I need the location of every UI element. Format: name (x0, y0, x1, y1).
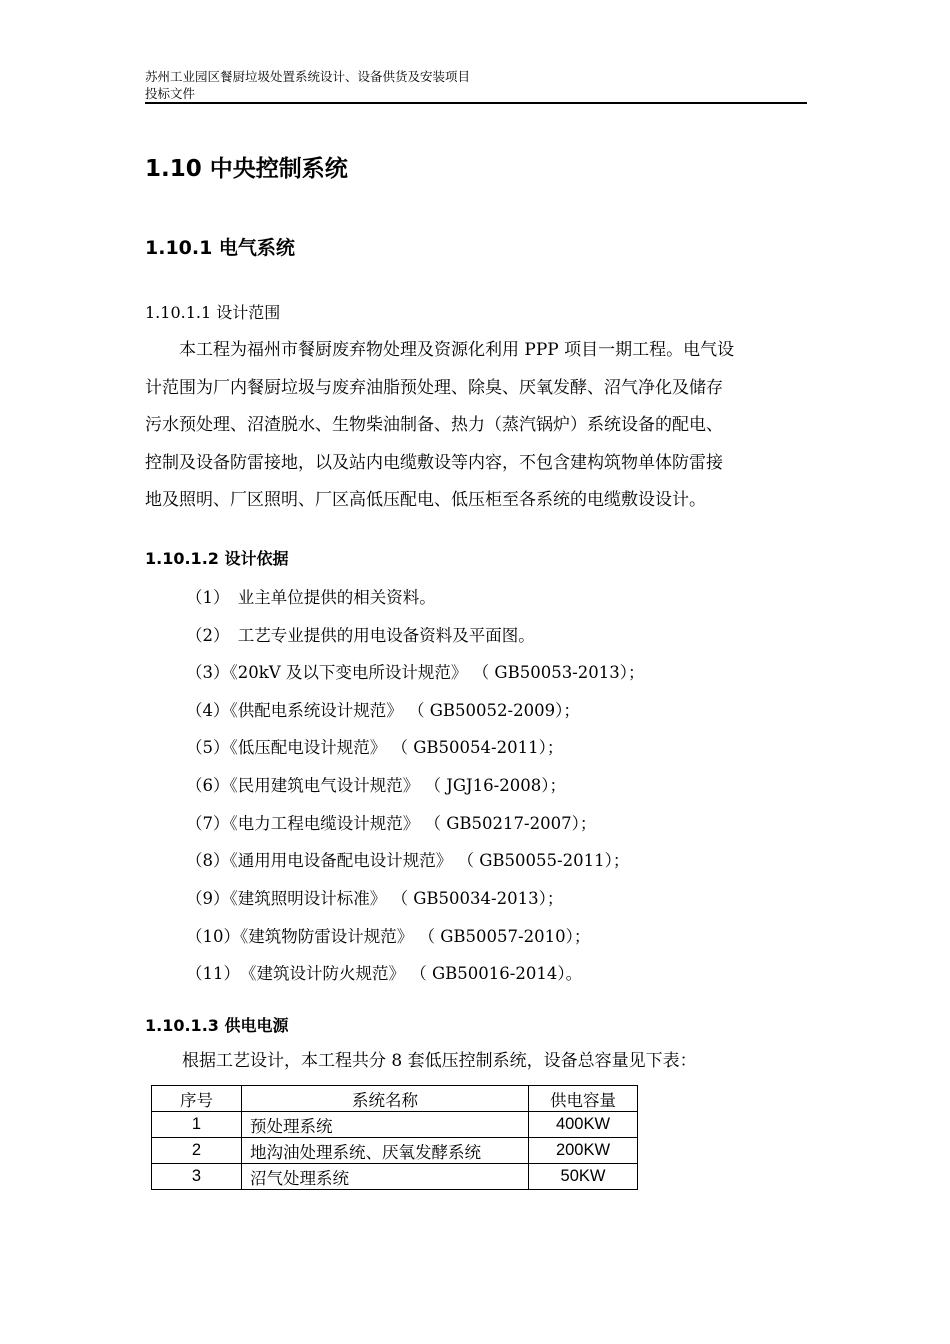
cell-capacity: 400KW (529, 1112, 638, 1138)
document-header (145, 68, 807, 102)
paragraph-line: 计范围为厂内餐厨垃圾与废弃油脂预处理、除臭、厌氧发酵、沼气净化及储存 (145, 377, 723, 398)
power-supply-heading: 1.10.1.3 供电电源 (145, 1016, 289, 1035)
basis-list-item: （8）《通用用电设备配电设计规范》 （ GB50055-2011）； (186, 851, 630, 870)
basis-list-item: （5）《低压配电设计规范》 （ GB50054-2011）； (186, 738, 564, 757)
table-header-row (152, 1086, 638, 1112)
col-header-system-name: 系统名称 (242, 1086, 529, 1112)
paragraph-line: 本工程为福州市餐厨废弃物处理及资源化利用 PPP 项目一期工程。电气设 (145, 340, 735, 360)
section-title: 1.10 中央控制系统 (145, 156, 348, 182)
col-header-capacity: 供电容量 (529, 1086, 638, 1112)
cell-system-name: 地沟油处理系统、厌氧发酵系统 (242, 1138, 529, 1164)
paragraph-line: 污水预处理、沼渣脱水、生物柴油制备、热力（蒸汽锅炉）系统设备的配电、 (145, 415, 723, 435)
basis-list-item: （4）《供配电系统设计规范》 （ GB50052-2009）； (186, 701, 580, 720)
cell-index: 3 (152, 1164, 242, 1190)
basis-list-item: （9）《建筑照明设计标准》 （ GB50034-2013）； (186, 889, 564, 908)
header-doc-type: 投标文件 (145, 86, 196, 101)
col-header-index: 序号 (152, 1086, 242, 1112)
cell-capacity: 50KW (529, 1164, 638, 1190)
basis-list-item: （7）《电力工程电缆设计规范》 （ GB50217-2007）； (186, 814, 597, 833)
capacity-table (151, 1085, 638, 1190)
header-project-title: 苏州工业园区餐厨垃圾处置系统设计、设备供货及安装项目 (145, 69, 471, 84)
basis-list-item: （2） 工艺专业提供的用电设备资料及平面图。 (186, 626, 535, 645)
design-scope-paragraph (145, 332, 807, 520)
cell-system-name: 预处理系统 (242, 1112, 529, 1138)
design-basis-heading: 1.10.1.2 设计依据 (145, 549, 289, 568)
cell-system-name: 沼气处理系统 (242, 1164, 529, 1190)
basis-list-item: （11） 《建筑设计防火规范》 （ GB50016-2014）。 (186, 964, 583, 983)
paragraph-line: 地及照明、厂区照明、厂区高低压配电、低压柜至各系统的电缆敷设设计。 (145, 490, 706, 510)
cell-index: 1 (152, 1112, 242, 1138)
paragraph-line: 控制及设备防雷接地，以及站内电缆敷设等内容，不包含建构筑物单体防雷接 (145, 452, 723, 473)
header-divider (145, 102, 807, 104)
cell-index: 2 (152, 1138, 242, 1164)
basis-list-item: （3）《20kV 及以下变电所设计规范》 （ GB50053-2013）； (186, 663, 645, 682)
basis-list-item: （1） 业主单位提供的相关资料。 (186, 588, 436, 607)
basis-list-item: （6）《民用建筑电气设计规范》 （ JGJ16-2008）； (186, 776, 566, 795)
subsection-title: 1.10.1 电气系统 (145, 237, 295, 259)
table-row (152, 1164, 638, 1190)
basis-list-item: （10）《建筑物防雷设计规范》 （ GB50057-2010）； (186, 927, 591, 946)
design-scope-heading: 1.10.1.1 设计范围 (145, 303, 281, 322)
power-supply-intro (182, 1043, 807, 1081)
cell-capacity: 200KW (529, 1138, 638, 1164)
table-row (152, 1138, 638, 1164)
table-row (152, 1112, 638, 1138)
paragraph-line: 根据工艺设计，本工程共分 8 套低压控制系统，设备总容量见下表： (182, 1051, 697, 1071)
